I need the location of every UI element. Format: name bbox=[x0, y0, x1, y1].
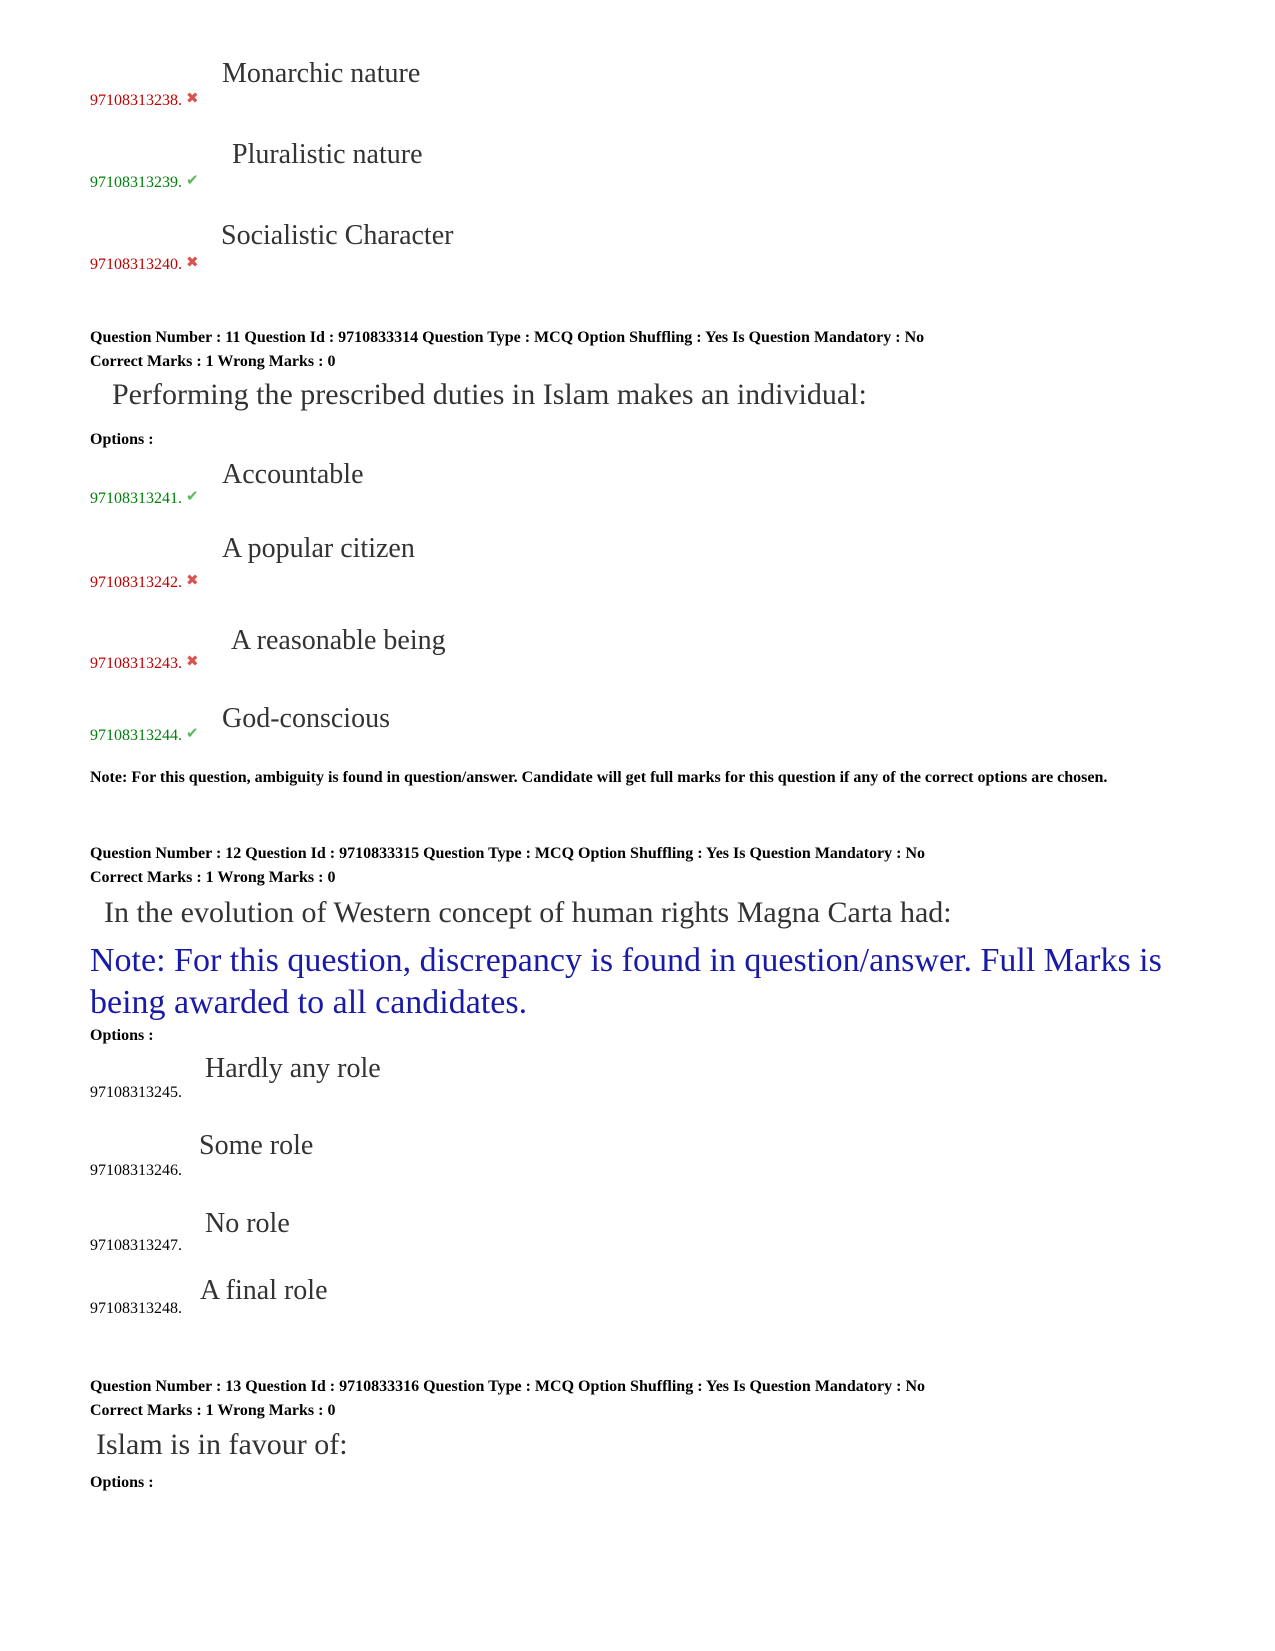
question-marks: Correct Marks : 1 Wrong Marks : 0 bbox=[90, 1402, 336, 1419]
options-label: Options : bbox=[90, 1474, 154, 1491]
option-text: A popular citizen bbox=[222, 533, 415, 564]
question-marks: Correct Marks : 1 Wrong Marks : 0 bbox=[90, 353, 336, 370]
option-id: 97108313248. bbox=[90, 1300, 182, 1317]
check-icon: ✔ bbox=[186, 173, 199, 189]
question-meta: Question Number : 12 Question Id : 9710833315 Question Type : MCQ Option Shuffling : Yes Is Question Mandatory : No bbox=[90, 845, 926, 862]
question-text: Islam is in favour of: bbox=[96, 1428, 348, 1461]
option-text: Monarchic nature bbox=[222, 58, 421, 89]
option-text: Hardly any role bbox=[205, 1053, 381, 1084]
option-id: 97108313243. ✖ bbox=[90, 654, 199, 672]
cross-icon: ✖ bbox=[186, 255, 199, 271]
check-icon: ✔ bbox=[186, 489, 199, 505]
question-text: Performing the prescribed duties in Islam makes an individual: bbox=[112, 378, 867, 411]
option-text: A reasonable being bbox=[231, 625, 446, 656]
option-id: 97108313241. ✔ bbox=[90, 489, 199, 507]
check-icon: ✔ bbox=[186, 726, 199, 742]
discrepancy-note: Note: For this question, discrepancy is found in question/answer. Full Marks is being awarded to all candidates. bbox=[90, 942, 1162, 1021]
option-id: 97108313242. ✖ bbox=[90, 573, 199, 591]
option-id: 97108313240. ✖ bbox=[90, 255, 199, 273]
options-label: Options : bbox=[90, 1027, 154, 1044]
option-id: 97108313247. bbox=[90, 1237, 182, 1254]
cross-icon: ✖ bbox=[186, 573, 199, 589]
question-meta: Question Number : 11 Question Id : 9710833314 Question Type : MCQ Option Shuffling : Yes Is Question Mandatory : No bbox=[90, 329, 925, 346]
option-id: 97108313244. ✔ bbox=[90, 726, 199, 744]
option-id: 97108313245. bbox=[90, 1084, 182, 1101]
option-id: 97108313239. ✔ bbox=[90, 173, 199, 191]
question-marks: Correct Marks : 1 Wrong Marks : 0 bbox=[90, 869, 336, 886]
options-label: Options : bbox=[90, 431, 154, 448]
cross-icon: ✖ bbox=[186, 654, 199, 670]
option-text: Pluralistic nature bbox=[232, 139, 423, 170]
option-text: God-conscious bbox=[222, 703, 390, 734]
option-text: Accountable bbox=[222, 459, 364, 490]
option-text: A final role bbox=[200, 1275, 328, 1306]
option-text: Socialistic Character bbox=[221, 220, 454, 251]
option-id: 97108313238. ✖ bbox=[90, 91, 199, 109]
option-text: Some role bbox=[199, 1130, 314, 1161]
option-text: No role bbox=[205, 1208, 290, 1239]
question-text: In the evolution of Western concept of human rights Magna Carta had: bbox=[104, 896, 952, 929]
option-id: 97108313246. bbox=[90, 1162, 182, 1179]
question-meta: Question Number : 13 Question Id : 9710833316 Question Type : MCQ Option Shuffling : Yes Is Question Mandatory : No bbox=[90, 1378, 926, 1395]
cross-icon: ✖ bbox=[186, 91, 199, 107]
ambiguity-note: Note: For this question, ambiguity is found in question/answer. Candidate will get full marks for this question if any of the correct options are chosen. bbox=[90, 769, 1108, 786]
